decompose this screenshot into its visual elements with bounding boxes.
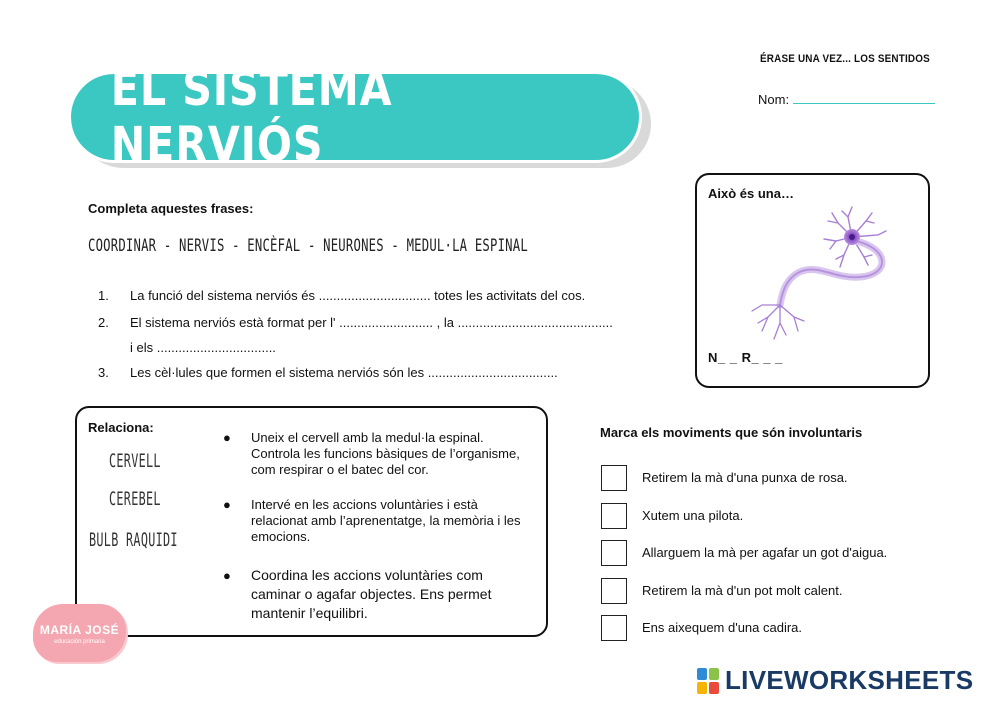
sentence-number: 2. [98,315,109,330]
movement-label-5: Ens aixequem d'una cadira. [642,620,803,635]
author-subtitle: educación primaria [54,639,105,645]
organ-cerebel[interactable]: CEREBEL [109,488,161,510]
description-2[interactable] [223,497,533,549]
sentence-number: 3. [98,365,109,380]
neuron-question: Això és una… [708,186,794,201]
author-name: MARÍA JOSÉ [39,623,120,637]
movement-checkbox-4[interactable] [601,578,627,604]
movement-label-4: Retirem la mà d'un pot molt calent. [642,583,843,598]
movement-label-3: Allarguem la mà per agafar un got d'aigua. [642,545,888,560]
name-input-line[interactable] [793,103,935,104]
organ-cervell[interactable]: CERVELL [109,450,161,472]
description-text: Uneix el cervell amb la medul·la espinal. Controla les funcions bàsiques de l’organisme, com respirar o el batec del cor. [251,430,520,477]
title-banner [68,61,642,173]
movement-checkbox-1[interactable] [601,465,627,491]
description-text: Coordina les accions voluntàries com caminar o agafar objectes. Ens permet mantenir l’equilibri. [251,567,492,621]
sentence-text: La funció del sistema nerviós és ............................... totes les activitats del cos. [130,288,586,303]
movement-checkbox-2[interactable] [601,503,627,529]
sentence-text: El sistema nerviós està format per l' .......................... , la ........................................... [130,315,613,330]
movement-checkbox-3[interactable] [601,540,627,566]
neuron-answer-blank[interactable]: N_ _ R_ _ _ [708,350,783,365]
author-badge [33,604,126,662]
movement-label-1: Retirem la mà d'una punxa de rosa. [642,470,848,485]
neuron-illustration [740,205,900,350]
name-label: Nom: [758,92,790,107]
movement-label-2: Xutem una pilota. [642,508,744,523]
bullet-icon: ● [223,497,231,512]
description-1[interactable] [223,430,533,482]
sentence-text: i els ................................. [130,340,276,355]
liveworksheets-logo-icon [697,668,721,694]
relate-title: Relaciona: [88,420,154,435]
word-bank: COORDINAR - NERVIS - ENCÈFAL - NEURONES - MEDUL·LA ESPINAL [88,236,528,256]
exercise1-instruction: Completa aquestes frases: [88,201,254,216]
series-title: ÉRASE UNA VEZ... LOS SENTIDOS [760,53,930,65]
movement-checkbox-5[interactable] [601,615,627,641]
organ-bulb-raquidi[interactable]: BULB RAQUIDI [89,529,178,551]
movements-title: Marca els moviments que són involuntaris [600,425,863,440]
logo-text: LIVEWORKSHEETS [725,665,974,695]
sentence-number: 1. [98,288,109,303]
description-3[interactable] [223,566,533,626]
bullet-icon: ● [223,430,231,445]
page-title: EL SISTEMA NERVIÓS [110,61,393,173]
liveworksheets-logo[interactable] [697,667,973,694]
bullet-icon: ● [223,568,231,583]
sentence-text: Les cèl·lules que formen el sistema nerviós són les .................................... [130,365,558,380]
description-text: Intervé en les accions voluntàries i està relacionat amb l’aprenentatge, la memòria i les emocions. [251,497,521,544]
